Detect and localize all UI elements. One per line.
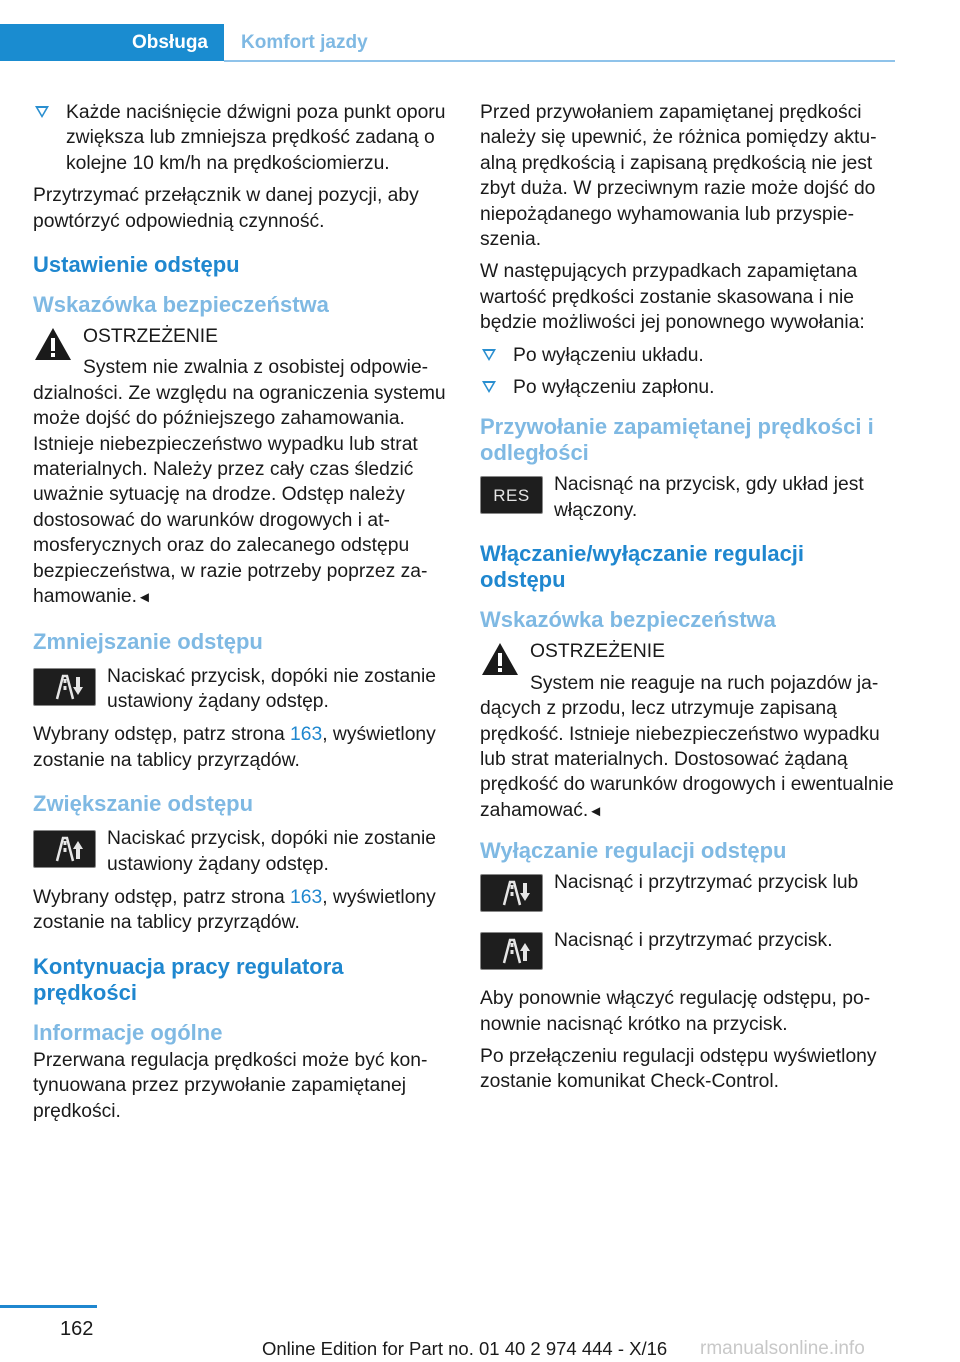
page-link[interactable]: 163 bbox=[290, 886, 323, 908]
section-heading: Zwiększanie odstępu bbox=[33, 791, 254, 817]
warning-block bbox=[480, 639, 895, 824]
paragraph: Aby ponownie włączyć regulację odstępu, ponownie nacisnąć krótko na przycisk. bbox=[480, 988, 871, 1035]
warning-text: System nie reaguje na ruch pojazdów jadących z przodu, lecz utrzymuje zapisaną prędkość. Istnieje niebezpieczeństwo wypadku lub strat materialnych. Dostosować żądaną prędkość do warunków drogowych i ewentualnie zahamować.◄ bbox=[480, 672, 894, 821]
bullet-triangle-icon bbox=[35, 106, 49, 118]
right-column bbox=[480, 100, 895, 1102]
edition-text: Online Edition for Part no. 01 40 2 974 444 - X/16 bbox=[262, 1338, 668, 1359]
footer-accent-line bbox=[0, 1305, 97, 1308]
subsection-heading: Wskazówka bezpieczeństwa bbox=[480, 607, 776, 633]
list-item: Po wyłączeniu zapłonu. bbox=[480, 375, 895, 400]
top-tab-bar bbox=[0, 0, 895, 62]
warning-label: OSTRZEŻENIE bbox=[530, 641, 665, 663]
bullet-triangle-icon bbox=[482, 381, 496, 393]
subsection-heading: Wskazówka bezpieczeństwa bbox=[33, 292, 329, 318]
paragraph: Przytrzymać przełącznik w danej pozycji, aby powtórzyć odpowiednią czynność. bbox=[33, 185, 419, 232]
paragraph: Przerwana regulacja prędkości może być kontynuowana przez przywołanie zapamiętanej prędkości. bbox=[33, 1049, 428, 1122]
warning-text: System nie zwalnia z osobistej odpowiedzialności. Ze względu na ograniczenia systemu może dojść do późniejszego zahamowania. Istnieje niebezpieczeństwo wypadku lub strat materialnych. Należy przez cały czas śledzić uważnie sytuację na drodze. Odstęp należy dostosować do warunków drogowych i atmosferycznych oraz do zalecanego odstępu bezpieczeństwa, w razie potrzeby poprzez zahamowanie.◄ bbox=[33, 357, 446, 608]
page-number: 162 bbox=[60, 1318, 94, 1340]
distance-increase-button-icon bbox=[33, 830, 96, 868]
list-item: Każde naciśnięcie dźwigni poza punkt oporu zwiększa lub zmniejsza prędkość zadaną o kolejne 10 km/h na prędkościomierzu. bbox=[33, 100, 448, 176]
warning-triangle-icon bbox=[480, 641, 520, 677]
subsection-heading: Informacje ogólne bbox=[33, 1019, 223, 1045]
paragraph: Po przełączeniu regulacji odstępu wyświetlony zostanie komunikat Check-Control. bbox=[480, 1045, 877, 1093]
off-instruction-1: Nacisnąć i przytrzymać przycisk lub bbox=[480, 870, 895, 920]
warning-triangle-icon bbox=[33, 326, 73, 362]
section-heading: Ustawienie odstępu bbox=[33, 252, 240, 278]
page-link[interactable]: 163 bbox=[290, 724, 323, 746]
left-column bbox=[33, 100, 448, 1131]
warning-label: OSTRZEŻENIE bbox=[83, 326, 218, 348]
decrease-instruction: Naciskać przycisk, dopóki nie zostanie ustawiony żądany odstęp. bbox=[33, 664, 448, 715]
paragraph: Przed przywołaniem zapamiętanej prędkości należy się upewnić, że różnica pomiędzy aktualną prędkością i zapisaną prędkością nie jest zbyt duża. W przeciwnym razie może dojść do niepożądanego wyhamowania lub przyspieszenia. bbox=[480, 102, 877, 251]
header-divider bbox=[224, 60, 895, 62]
section-heading: Wyłączanie regulacji odstępu bbox=[480, 838, 787, 864]
list-item: Po wyłączeniu układu. bbox=[480, 343, 895, 368]
warning-block bbox=[33, 324, 448, 610]
recall-instruction: RES Nacisnąć na przycisk, gdy układ jest włączony. bbox=[480, 472, 895, 523]
distance-increase-button-icon bbox=[480, 932, 543, 970]
paragraph: W następujących przypadkach zapamiętana wartość prędkości zostanie skasowana i nie będzie możliwości jej ponownego wywołania: bbox=[480, 261, 865, 334]
section-heading: Włączanie/wyłączanie regulacji odstępu bbox=[480, 541, 805, 593]
bullet-triangle-icon bbox=[482, 349, 496, 361]
section-heading: Przywołanie zapamiętanej prędkości i odległości bbox=[480, 414, 874, 466]
section-heading: Kontynuacja pracy regulatora prędkości bbox=[33, 953, 344, 1005]
distance-decrease-button-icon bbox=[33, 668, 96, 706]
res-button-icon: RES bbox=[480, 476, 543, 514]
off-instruction-2: Nacisnąć i przytrzymać przycisk. bbox=[480, 928, 895, 978]
tab-obsluga[interactable]: Obsługa bbox=[0, 24, 224, 61]
page-footer bbox=[0, 1300, 960, 1362]
increase-instruction: Naciskać przycisk, dopóki nie zostanie ustawiony żądany odstęp. bbox=[33, 826, 448, 877]
end-mark: ◄ bbox=[588, 802, 604, 820]
watermark: rmanualsonline.info bbox=[700, 1338, 865, 1359]
end-mark: ◄ bbox=[136, 589, 152, 607]
paragraph: Wybrany odstęp, patrz strona 163, wyświetlony zostanie na tablicy przyrządów. bbox=[33, 886, 436, 934]
paragraph: Wybrany odstęp, patrz strona 163, wyświetlony zostanie na tablicy przyrządów. bbox=[33, 724, 436, 771]
distance-decrease-button-icon bbox=[480, 874, 543, 912]
section-heading: Zmniejszanie odstępu bbox=[33, 628, 263, 654]
tab-komfort-jazdy[interactable]: Komfort jazdy bbox=[241, 31, 368, 53]
